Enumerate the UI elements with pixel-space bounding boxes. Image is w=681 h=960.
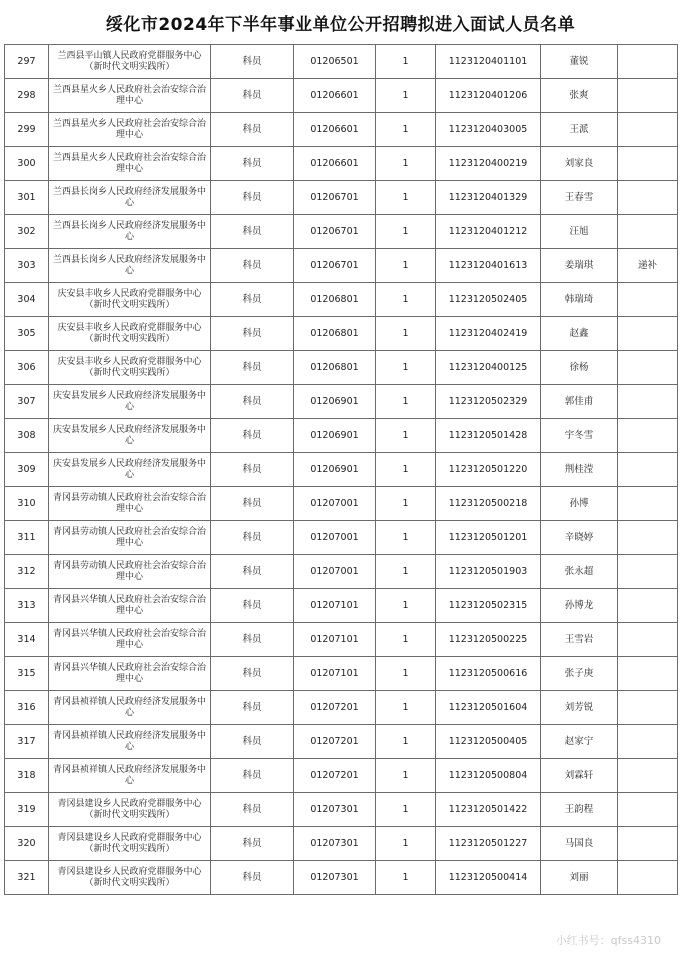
ticket-number-cell: 1123120501422 [436,793,541,827]
plan-count-cell: 1 [376,555,436,589]
post-cell: 科员 [211,249,294,283]
candidate-name-cell: 刘丽 [541,861,618,895]
plan-count-cell: 1 [376,147,436,181]
table-row [5,691,678,725]
post-code-cell: 01206601 [294,147,376,181]
post-code-cell: 01206801 [294,351,376,385]
unit-cell: 青冈县祯祥镇人民政府经济发展服务中心 [49,691,211,725]
candidate-name-cell: 徐杨 [541,351,618,385]
post-cell: 科员 [211,657,294,691]
table-row [5,45,678,79]
post-code-cell: 01207201 [294,725,376,759]
post-code-cell: 01207301 [294,827,376,861]
row-number-cell: 314 [5,623,49,657]
row-number-cell: 307 [5,385,49,419]
row-number-cell: 315 [5,657,49,691]
post-cell: 科员 [211,487,294,521]
plan-count-cell: 1 [376,249,436,283]
table-row [5,283,678,317]
row-number-cell: 299 [5,113,49,147]
ticket-number-cell: 1123120400219 [436,147,541,181]
row-number-cell: 301 [5,181,49,215]
ticket-number-cell: 1123120401329 [436,181,541,215]
plan-count-cell: 1 [376,215,436,249]
ticket-number-cell: 1123120500414 [436,861,541,895]
plan-count-cell: 1 [376,827,436,861]
ticket-number-cell: 1123120501903 [436,555,541,589]
ticket-number-cell: 1123120502405 [436,283,541,317]
note-cell [618,589,678,623]
row-number-cell: 300 [5,147,49,181]
row-number-cell: 319 [5,793,49,827]
row-number-cell: 298 [5,79,49,113]
plan-count-cell: 1 [376,861,436,895]
row-number-cell: 320 [5,827,49,861]
row-number-cell: 305 [5,317,49,351]
note-cell [618,487,678,521]
table-row [5,181,678,215]
note-cell [618,113,678,147]
candidate-name-cell: 张爽 [541,79,618,113]
ticket-number-cell: 1123120500804 [436,759,541,793]
note-cell [618,317,678,351]
table-row [5,793,678,827]
unit-cell: 庆安县丰收乡人民政府党群服务中心（新时代文明实践所） [49,317,211,351]
ticket-number-cell: 1123120400125 [436,351,541,385]
unit-cell: 青冈县建设乡人民政府党群服务中心（新时代文明实践所） [49,861,211,895]
unit-cell: 兰西县平山镇人民政府党群服务中心（新时代文明实践所） [49,45,211,79]
post-cell: 科员 [211,589,294,623]
plan-count-cell: 1 [376,691,436,725]
post-cell: 科员 [211,725,294,759]
unit-cell: 青冈县建设乡人民政府党群服务中心（新时代文明实践所） [49,827,211,861]
unit-cell: 兰西县星火乡人民政府社会治安综合治理中心 [49,79,211,113]
post-code-cell: 01206701 [294,181,376,215]
candidate-name-cell: 汪旭 [541,215,618,249]
post-code-cell: 01206901 [294,385,376,419]
table-row [5,589,678,623]
table-body [5,45,678,895]
table-row [5,419,678,453]
candidate-name-cell: 王韵程 [541,793,618,827]
table-row [5,487,678,521]
candidate-name-cell: 郭佳甫 [541,385,618,419]
ticket-number-cell: 1123120501201 [436,521,541,555]
unit-cell: 青冈县祯祥镇人民政府经济发展服务中心 [49,725,211,759]
unit-cell: 兰西县长岗乡人民政府经济发展服务中心 [49,181,211,215]
table-row [5,555,678,589]
candidate-name-cell: 董锐 [541,45,618,79]
post-cell: 科员 [211,759,294,793]
ticket-number-cell: 1123120500405 [436,725,541,759]
note-cell [618,181,678,215]
post-code-cell: 01207101 [294,589,376,623]
plan-count-cell: 1 [376,79,436,113]
post-code-cell: 01207201 [294,691,376,725]
unit-cell: 青冈县劳动镇人民政府社会治安综合治理中心 [49,521,211,555]
post-code-cell: 01207301 [294,861,376,895]
plan-count-cell: 1 [376,657,436,691]
ticket-number-cell: 1123120501227 [436,827,541,861]
post-cell: 科员 [211,45,294,79]
unit-cell: 庆安县发展乡人民政府经济发展服务中心 [49,419,211,453]
candidate-table [4,44,678,895]
table-row [5,657,678,691]
plan-count-cell: 1 [376,419,436,453]
post-code-cell: 01207001 [294,487,376,521]
candidate-name-cell: 刘芳锐 [541,691,618,725]
plan-count-cell: 1 [376,317,436,351]
note-cell [618,147,678,181]
note-cell [618,419,678,453]
candidate-name-cell: 刘家良 [541,147,618,181]
post-cell: 科员 [211,351,294,385]
plan-count-cell: 1 [376,45,436,79]
unit-cell: 青冈县兴华镇人民政府社会治安综合治理中心 [49,657,211,691]
unit-cell: 兰西县星火乡人民政府社会治安综合治理中心 [49,113,211,147]
candidate-name-cell: 荆桂滢 [541,453,618,487]
table-row [5,623,678,657]
post-cell: 科员 [211,521,294,555]
candidate-name-cell: 韩瑞琦 [541,283,618,317]
candidate-name-cell: 张子庚 [541,657,618,691]
row-number-cell: 304 [5,283,49,317]
plan-count-cell: 1 [376,623,436,657]
unit-cell: 青冈县兴华镇人民政府社会治安综合治理中心 [49,623,211,657]
post-code-cell: 01206601 [294,113,376,147]
post-code-cell: 01206801 [294,317,376,351]
post-cell: 科员 [211,453,294,487]
row-number-cell: 310 [5,487,49,521]
ticket-number-cell: 1123120502329 [436,385,541,419]
ticket-number-cell: 1123120403005 [436,113,541,147]
post-code-cell: 01206901 [294,419,376,453]
unit-cell: 青冈县兴华镇人民政府社会治安综合治理中心 [49,589,211,623]
table-row [5,215,678,249]
note-cell [618,623,678,657]
ticket-number-cell: 1123120401206 [436,79,541,113]
plan-count-cell: 1 [376,453,436,487]
post-code-cell: 01207001 [294,521,376,555]
post-cell: 科员 [211,555,294,589]
candidate-name-cell: 王雪岩 [541,623,618,657]
candidate-name-cell: 刘霖轩 [541,759,618,793]
table-row [5,861,678,895]
note-cell [618,827,678,861]
ticket-number-cell: 1123120501604 [436,691,541,725]
note-cell [618,657,678,691]
post-code-cell: 01207301 [294,793,376,827]
table-row [5,453,678,487]
unit-cell: 庆安县发展乡人民政府经济发展服务中心 [49,385,211,419]
note-cell [618,793,678,827]
candidate-name-cell: 马国良 [541,827,618,861]
table-row [5,759,678,793]
unit-cell: 庆安县丰收乡人民政府党群服务中心（新时代文明实践所） [49,351,211,385]
row-number-cell: 317 [5,725,49,759]
watermark: 小红书号：qfss4310 [555,934,661,947]
plan-count-cell: 1 [376,385,436,419]
unit-cell: 青冈县劳动镇人民政府社会治安综合治理中心 [49,555,211,589]
ticket-number-cell: 1123120501220 [436,453,541,487]
note-cell: 递补 [618,249,678,283]
post-code-cell: 01206501 [294,45,376,79]
ticket-number-cell: 1123120401212 [436,215,541,249]
table-row [5,351,678,385]
unit-cell: 兰西县长岗乡人民政府经济发展服务中心 [49,215,211,249]
page-title: 绥化市2024年下半年事业单位公开招聘拟进入面试人员名单 [105,15,576,35]
plan-count-cell: 1 [376,521,436,555]
ticket-number-cell: 1123120500218 [436,487,541,521]
ticket-number-cell: 1123120500616 [436,657,541,691]
plan-count-cell: 1 [376,589,436,623]
note-cell [618,861,678,895]
post-code-cell: 01206901 [294,453,376,487]
plan-count-cell: 1 [376,759,436,793]
post-code-cell: 01207001 [294,555,376,589]
row-number-cell: 302 [5,215,49,249]
note-cell [618,283,678,317]
candidate-name-cell: 王派 [541,113,618,147]
post-code-cell: 01206701 [294,215,376,249]
row-number-cell: 321 [5,861,49,895]
ticket-number-cell: 1123120402419 [436,317,541,351]
unit-cell: 庆安县丰收乡人民政府党群服务中心（新时代文明实践所） [49,283,211,317]
table-row [5,113,678,147]
table-row [5,385,678,419]
post-code-cell: 01207101 [294,657,376,691]
post-cell: 科员 [211,861,294,895]
table-row [5,725,678,759]
row-number-cell: 308 [5,419,49,453]
unit-cell: 青冈县劳动镇人民政府社会治安综合治理中心 [49,487,211,521]
candidate-name-cell: 赵家宁 [541,725,618,759]
post-code-cell: 01206601 [294,79,376,113]
post-code-cell: 01206801 [294,283,376,317]
note-cell [618,521,678,555]
post-code-cell: 01206701 [294,249,376,283]
post-code-cell: 01207201 [294,759,376,793]
candidate-name-cell: 孙博 [541,487,618,521]
plan-count-cell: 1 [376,351,436,385]
row-number-cell: 318 [5,759,49,793]
unit-cell: 兰西县星火乡人民政府社会治安综合治理中心 [49,147,211,181]
note-cell [618,453,678,487]
post-cell: 科员 [211,215,294,249]
post-cell: 科员 [211,79,294,113]
plan-count-cell: 1 [376,793,436,827]
candidate-name-cell: 赵鑫 [541,317,618,351]
ticket-number-cell: 1123120500225 [436,623,541,657]
post-cell: 科员 [211,793,294,827]
row-number-cell: 312 [5,555,49,589]
row-number-cell: 316 [5,691,49,725]
note-cell [618,725,678,759]
plan-count-cell: 1 [376,487,436,521]
post-cell: 科员 [211,283,294,317]
row-number-cell: 313 [5,589,49,623]
unit-cell: 青冈县建设乡人民政府党群服务中心（新时代文明实践所） [49,793,211,827]
note-cell [618,79,678,113]
candidate-name-cell: 辛晓婷 [541,521,618,555]
candidate-name-cell: 张永超 [541,555,618,589]
post-cell: 科员 [211,827,294,861]
ticket-number-cell: 1123120401613 [436,249,541,283]
post-cell: 科员 [211,623,294,657]
post-cell: 科员 [211,147,294,181]
plan-count-cell: 1 [376,181,436,215]
note-cell [618,45,678,79]
post-cell: 科员 [211,317,294,351]
note-cell [618,759,678,793]
plan-count-cell: 1 [376,113,436,147]
post-code-cell: 01207101 [294,623,376,657]
note-cell [618,385,678,419]
post-cell: 科员 [211,419,294,453]
table-row [5,317,678,351]
row-number-cell: 303 [5,249,49,283]
plan-count-cell: 1 [376,725,436,759]
plan-count-cell: 1 [376,283,436,317]
note-cell [618,351,678,385]
candidate-name-cell: 宇冬雪 [541,419,618,453]
post-cell: 科员 [211,385,294,419]
candidate-name-cell: 姜瑞琪 [541,249,618,283]
ticket-number-cell: 1123120502315 [436,589,541,623]
table-row [5,827,678,861]
note-cell [618,215,678,249]
candidate-name-cell: 孙博龙 [541,589,618,623]
ticket-number-cell: 1123120501428 [436,419,541,453]
post-cell: 科员 [211,181,294,215]
table-row [5,79,678,113]
unit-cell: 兰西县长岗乡人民政府经济发展服务中心 [49,249,211,283]
row-number-cell: 311 [5,521,49,555]
unit-cell: 青冈县祯祥镇人民政府经济发展服务中心 [49,759,211,793]
row-number-cell: 309 [5,453,49,487]
ticket-number-cell: 1123120401101 [436,45,541,79]
unit-cell: 庆安县发展乡人民政府经济发展服务中心 [49,453,211,487]
table-row [5,521,678,555]
row-number-cell: 306 [5,351,49,385]
note-cell [618,691,678,725]
note-cell [618,555,678,589]
table-row [5,147,678,181]
post-cell: 科员 [211,113,294,147]
table-row [5,249,678,283]
row-number-cell: 297 [5,45,49,79]
candidate-name-cell: 王春雪 [541,181,618,215]
post-cell: 科员 [211,691,294,725]
